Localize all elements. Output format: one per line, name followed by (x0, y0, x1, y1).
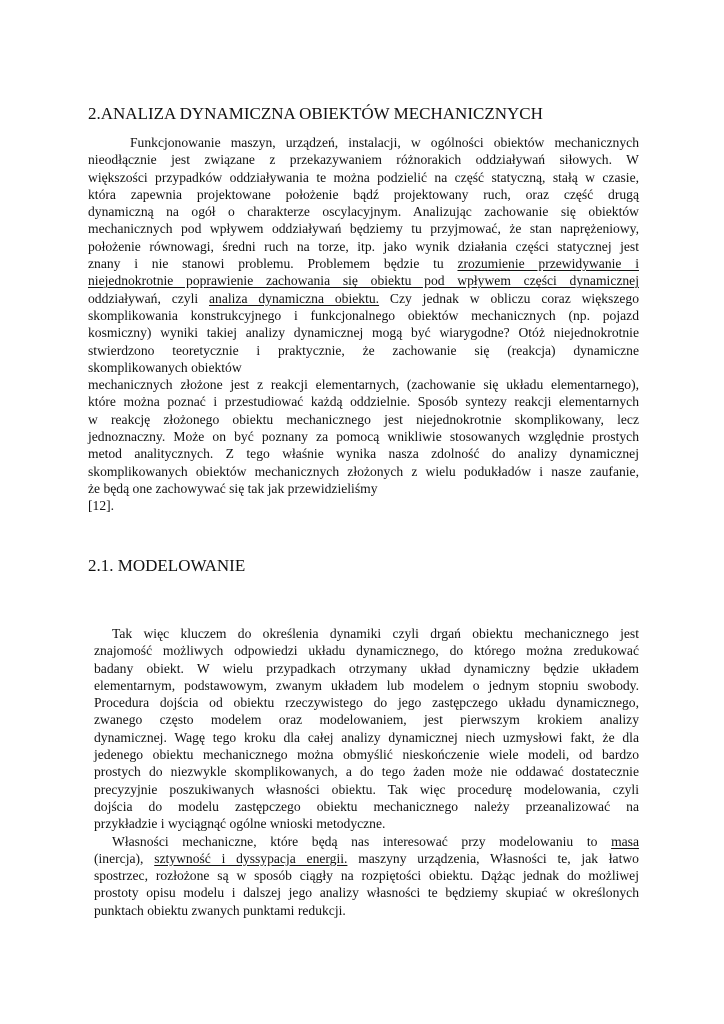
paragraph-modeling (94, 625, 639, 919)
text-line: elementarnym, podstawowym, zwanym układem lub modelem o jednym stopniu swobody. (94, 677, 639, 693)
underlined-text: zrozumienie przewidywanie i (457, 256, 639, 272)
text-line (94, 833, 639, 850)
text-line (88, 272, 639, 289)
text-line: badany obiekt. W wielu przypadkach otrzymany układ dynamiczny będzie układem (94, 660, 639, 676)
underlined-text: sztywność i dyssypacja energii. (154, 850, 348, 866)
text-line: która zapewnia projektowane położenie bądź projektowany ruch, oraz część drugą (88, 186, 639, 202)
text-line: metod analitycznych. Z tego właśnie wynika nasza zdolność do analizy dynamicznej (88, 446, 639, 462)
text-line: stwierdzono teoretycznie i praktycznie, że zachowanie się (reakcja) dynamiczne (88, 342, 639, 358)
underlined-text: analiza dynamiczna obiektu. (209, 290, 380, 306)
text-line: kosmiczny) wyniki takiej analizy dynamicznej mogą być wiarygodne? Otóż niejednokrotnie (88, 325, 639, 341)
text-line: precyzyjnie poszukiwanych własności obiektu. Tak więc procedurę modelowania, czyli (94, 781, 639, 797)
underlined-text: niejednokrotnie poprawienie zachowania się obiektu pod wpływem części dynamicznej (88, 273, 639, 289)
text-run: (inercja), (94, 850, 155, 866)
subsection-title: 2.1. MODELOWANIE (88, 556, 246, 575)
text-line: znajomość możliwych odpowiedzi układu dynamicznego, do którego można zredukować (94, 643, 639, 659)
text-run: maszyny urządzenia, Własności te, jak łatwo (347, 850, 639, 866)
text-line: przykładzie i wyciągnąć ogólne wnioski metodyczne. (94, 816, 386, 832)
text-line: Procedura dojścia od obiektu rzeczywistego do jego zastępczego układu dynamicznego, (94, 695, 639, 711)
text-line: jednoznaczny. Może on być poznany za pomocą wnikliwie stosowanych względnie prostych (88, 429, 639, 445)
text-line: mechanicznych złożone jest z reakcji elementarnych, (zachowanie się układu elementarnego), (88, 377, 639, 393)
text-line: skomplikowanych obiektów mechanicznych złożonych z wielu podukładów i nasze zaufanie, (88, 463, 639, 479)
text-line: punktach obiektu zwanych punktami redukcji. (94, 902, 346, 918)
text-line: dojścia do modelu zastępczego obiektu mechanicznego należy przeanalizować na (94, 798, 639, 814)
text-line: spostrzec, rozłożone są w sposób ciągły na rozpiętości obiektu. Dążąc jednak do możliwej (94, 868, 639, 884)
text-line: dynamiczną na ogół o charakterze oscylacyjnym. Analizując zachowanie się obiektów (88, 204, 639, 220)
text-line: skomplikowania konstrukcyjnego i funkcjonalnego obiektów mechanicznych (np. pojazd (88, 307, 639, 323)
text-line: zwanego często modelem oraz modelowaniem, jest pierwszym krokiem analizy (94, 712, 639, 728)
text-line: w reakcję złożonego obiektu mechanicznego jest niejednokrotnie skomplikowany, lecz (88, 411, 639, 427)
text-line: które można poznać i przestudiować każdą oddzielnie. Sposób syntezy reakcji elementarnych (88, 394, 639, 410)
text-line: prostoty opisu modelu i dalszej jego analizy własności te będziemy skupiać w określonych (94, 885, 639, 901)
text-line: jedenego obiektu mechanicznego można obmyślić nieskończenie wiele modeli, od bardzo (94, 747, 639, 763)
text-line: skomplikowanych obiektów (88, 359, 242, 375)
text-line (88, 255, 639, 272)
text-run: Własności mechaniczne, które będą nas interesować przy modelowaniu to (112, 833, 612, 849)
text-run: znany i nie stanowi problemu. Problemem będzie tu (88, 256, 458, 272)
text-line: mechanicznych pod wpływem oddziaływań będziemy tu przyjmować, że stan naprężeniowy, (88, 221, 639, 237)
text-line: że będą one zachowywać się tak jak przewidzieliśmy (88, 480, 378, 496)
section-title: 2.ANALIZA DYNAMICZNA OBIEKTÓW MECHANICZNYCH (88, 104, 543, 123)
text-line: nieodłącznie jest związane z przekazywaniem różnorakich oddziaływań siłowych. W (88, 152, 639, 168)
text-line: Tak więc kluczem do określenia dynamiki czyli drgań obiektu mechanicznego jest (112, 626, 639, 641)
text-line (88, 290, 639, 307)
text-line: większości przypadków oddziaływania te można podzielić na część statyczną, stałą w czasie, (88, 169, 639, 185)
text-run: oddziaływań, czyli (88, 290, 209, 306)
paragraph-intro (88, 134, 639, 515)
underlined-text: masa (611, 833, 639, 849)
text-line: Funkcjonowanie maszyn, urządzeń, instalacji, w ogólności obiektów mechanicznych (130, 135, 639, 150)
text-run: Czy jednak w obliczu coraz większego (379, 290, 639, 306)
text-line: prostych do niezwykle skomplikowanych, a do tego żaden może nie oddawać dostatecznie (94, 764, 639, 780)
citation: [12]. (88, 498, 115, 514)
text-line (94, 850, 639, 867)
text-line: położenie równowagi, średni ruch na torze, itp. jako wynik działania części statycznej jest (88, 238, 639, 254)
text-line: dynamicznej. Wagę tego kroku dla całej analizy dynamicznej niech uzmysłowi fakt, że dla (94, 729, 639, 745)
